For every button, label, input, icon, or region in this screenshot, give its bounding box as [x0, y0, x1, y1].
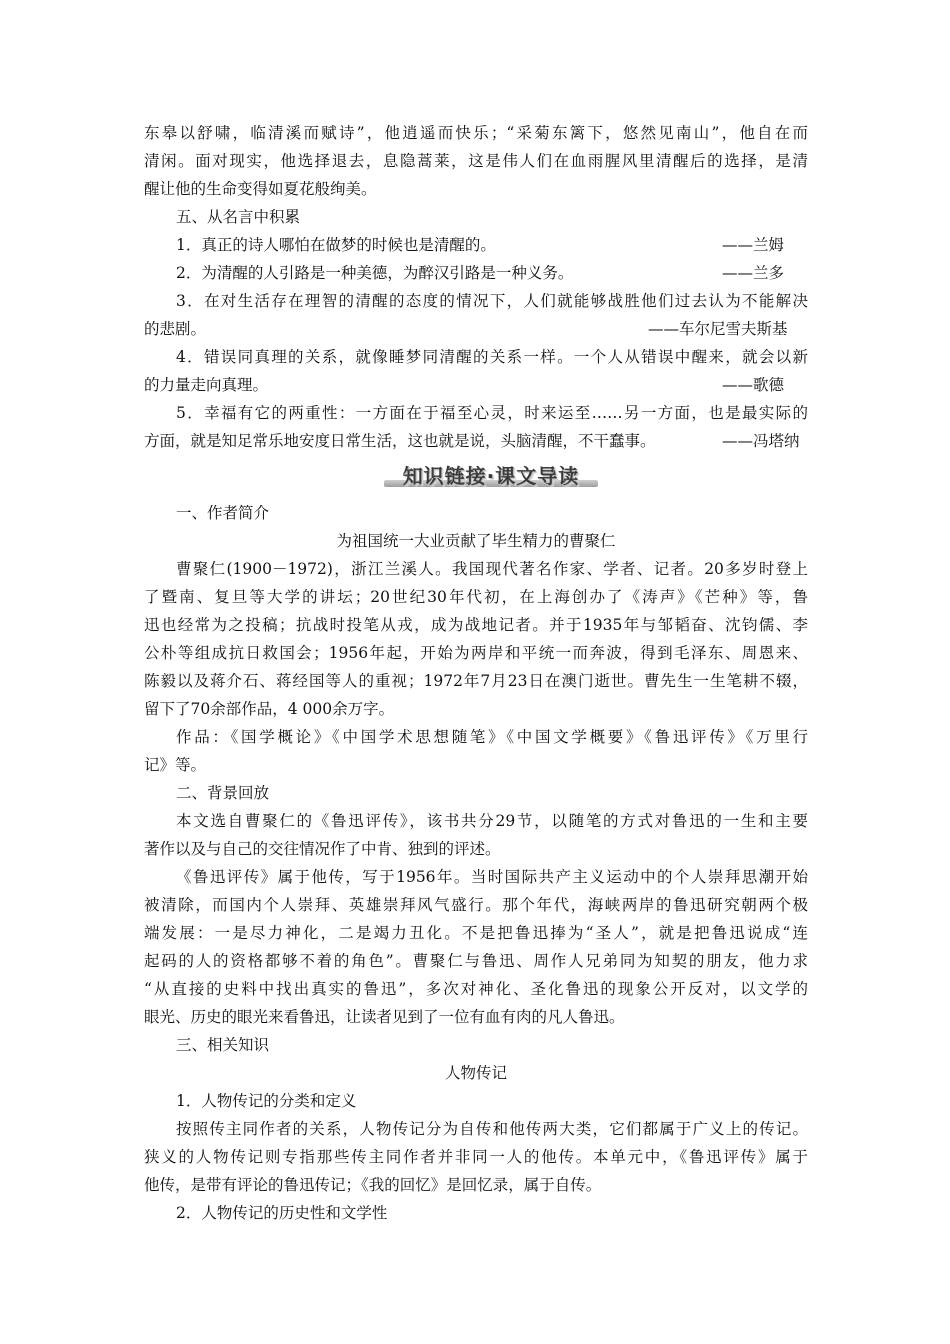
paragraph-line: 清闲。面对现实，他选择退去，息隐蒿莱，这是伟人们在血雨腥风里清醒后的选择，是清: [144, 152, 808, 170]
paragraph-line: 留下了70余部作品，4 000余万字。: [144, 700, 395, 718]
subheading-classification: 1．人物传记的分类和定义: [176, 1092, 357, 1110]
paragraph-line: 起码的人的资格都够不着的角色”。曹聚仁与鲁迅、周作人兄弟同为知契的朋友，他力求: [144, 952, 808, 970]
section-heading-quotes: 五、从名言中积累: [176, 208, 301, 226]
paragraph-line: 了暨南、复旦等大学的讲坛；20世纪30年代初，在上海创办了《涛声》《芒种》等，鲁: [144, 588, 808, 606]
quote-5-cont: 方面，就是知足常乐地安度日常生活，这也就是说，头脑清醒，不干蠢事。: [144, 432, 656, 450]
subheading-history-literature: 2．人物传记的历史性和文学性: [176, 1204, 388, 1222]
section-heading-author: 一、作者简介: [176, 504, 270, 522]
paragraph-line: 被清除，而国内个人崇拜、英雄崇拜风气盛行。那个年代，海峡两岸的鲁迅研究朝两个极: [144, 896, 808, 914]
paragraph-line: 曹聚仁(1900－1972)，浙江兰溪人。我国现代著名作家、学者、记者。20多岁时登上: [176, 560, 808, 578]
paragraph-line: 《鲁迅评传》属于他传，写于1956年。当时国际共产主义运动中的个人崇拜思潮开始: [176, 868, 808, 886]
author-subtitle: 为祖国统一大业贡献了毕生精力的曹聚仁: [336, 532, 616, 550]
paragraph-line: 陈毅以及蒋介石、蒋经国等人的重视；1972年7月23日在澳门逝世。曹先生一生笔耕不辍，: [144, 672, 808, 690]
section-banner: [380, 458, 602, 490]
knowledge-subtitle: 人物传记: [444, 1064, 507, 1082]
quote-2-attribution: ——兰多: [722, 264, 785, 282]
quote-4: 4．错误同真理的关系，就像睡梦同清醒的关系一样。一个人从错误中醒来，就会以新: [176, 348, 808, 366]
quote-3: 3．在对生活存在理智的清醒的态度的情况下，人们就能够战胜他们过去认为不能解决: [176, 292, 808, 310]
paragraph-line: 眼光、历史的眼光来看鲁迅，让读者见到了一位有血有肉的凡人鲁迅。: [144, 1008, 625, 1026]
paragraph-line: 迅也经常为之投稿；抗战时投笔从戎，成为战地记者。并于1935年与邹韬奋、沈钧儒、李: [144, 616, 808, 634]
quote-4-attribution: ——歌德: [722, 376, 785, 394]
quote-2: 2．为清醒的人引路是一种美德，为醉汉引路是一种义务。: [176, 264, 574, 282]
quote-3-cont: 的悲剧。: [144, 320, 207, 338]
paragraph-line: 按照传主同作者的关系，人物传记分为自传和他传两大类，它们都属于广义上的传记。: [176, 1120, 808, 1138]
quote-5-attribution: ——冯塔纳: [722, 432, 800, 450]
section-heading-background: 二、背景回放: [176, 784, 270, 802]
quote-3-attribution: ——车尔尼雪夫斯基: [648, 320, 788, 338]
banner-title: 知识链接·课文导读: [402, 463, 580, 488]
quote-1: 1．真正的诗人哪怕在做梦的时候也是清醒的。: [176, 236, 496, 254]
works-list-cont: 记》等。: [144, 756, 207, 774]
quote-4-cont: 的力量走向真理。: [144, 376, 269, 394]
paragraph-line: 著作以及与自己的交往情况作了中肯、独到的评述。: [144, 840, 501, 858]
paragraph-line: 公朴等组成抗日救国会；1956年起，开始为两岸和平统一而奔波，得到毛泽东、周恩来、: [144, 644, 808, 662]
paragraph-line: 醒让他的生命变得如夏花般绚美。: [144, 180, 377, 198]
section-heading-knowledge: 三、相关知识: [176, 1036, 270, 1054]
paragraph-line: 狭义的人物传记则专指那些传主同作者并非同一人的他传。本单元中，《鲁迅评传》属于: [144, 1148, 808, 1166]
paragraph-line: “从直接的史料中找出真实的鲁迅”，多次对神化、圣化鲁迅的现象公开反对，以文学的: [144, 980, 808, 998]
quote-1-attribution: ——兰姆: [722, 236, 785, 254]
paragraph-line: 端发展：一是尽力神化，二是竭力丑化。不是把鲁迅捧为“圣人”，就是把鲁迅说成“连: [144, 924, 808, 942]
quote-5: 5．幸福有它的两重性：一方面在于福至心灵，时来运至……另一方面，也是最实际的: [176, 404, 808, 422]
paragraph-line: 东皋以舒啸，临清溪而赋诗”，他逍遥而快乐；“采菊东篱下，悠然见南山”，他自在而: [144, 124, 808, 142]
paragraph-line: 本文选自曹聚仁的《鲁迅评传》，该书共分29节，以随笔的方式对鲁迅的一生和主要: [176, 812, 808, 830]
paragraph-line: 他传，是带有评论的鲁迅传记；《我的回忆》是回忆录，属于自传。: [144, 1176, 602, 1194]
works-list: 作品：《国学概论》《中国学术思想随笔》《中国文学概要》《鲁迅评传》《万里行: [176, 728, 808, 746]
